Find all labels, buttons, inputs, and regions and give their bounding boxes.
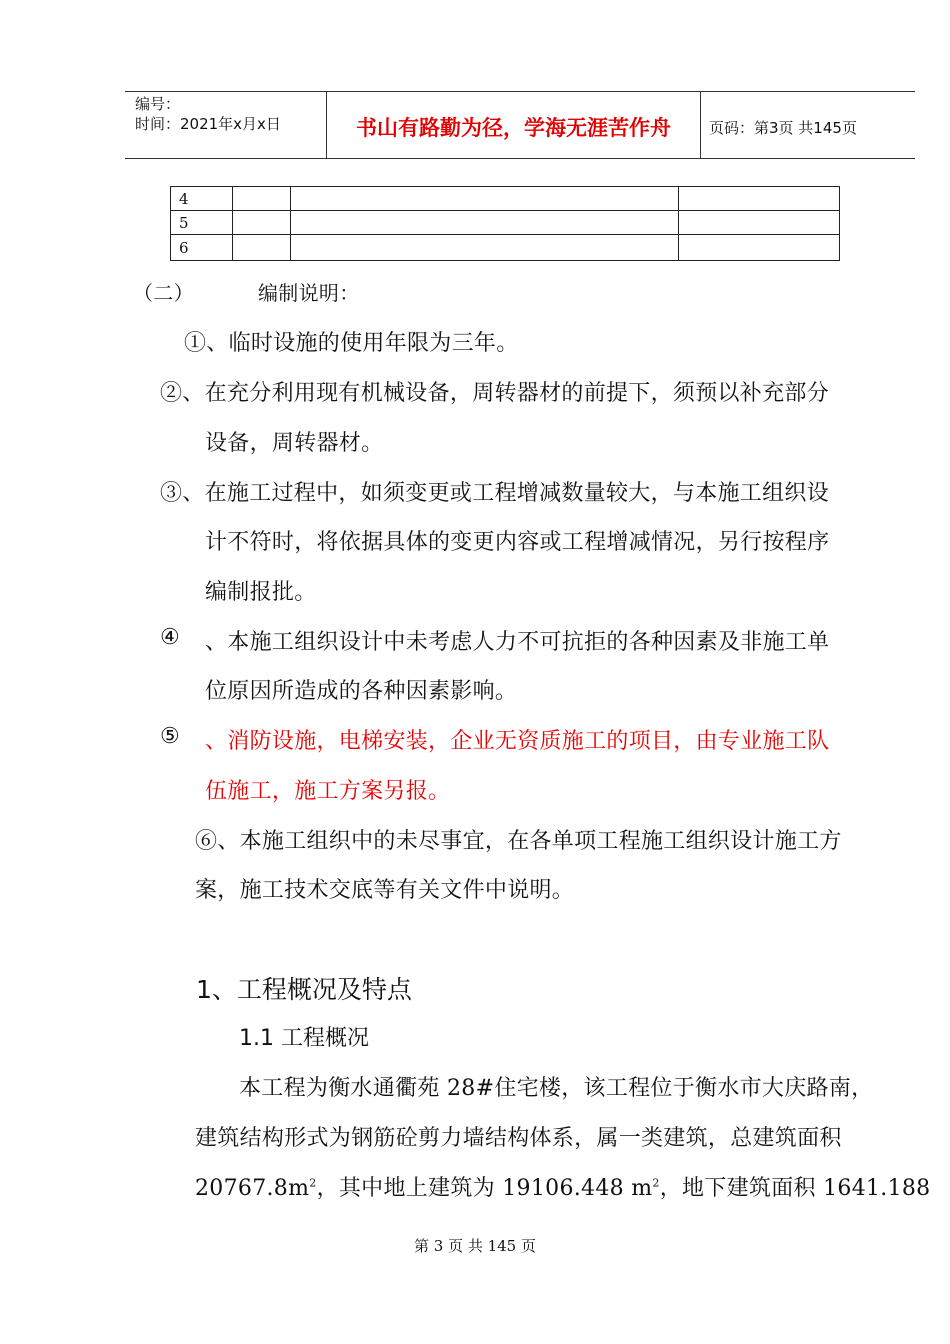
- item-3-line3: 编制报批。: [205, 580, 317, 605]
- table-row: [171, 187, 840, 211]
- item-6-line2: 案，施工技术交底等有关文件中说明。: [195, 878, 575, 903]
- table-cell-num: 4: [171, 187, 233, 211]
- heading-1: 1、工程概况及特点: [196, 975, 412, 1004]
- area-below: ，地下建筑面积 1641.188: [659, 1176, 931, 1201]
- item-1: ①、临时设施的使用年限为三年。: [184, 331, 519, 356]
- table-cell: [233, 235, 291, 261]
- table-row: [171, 211, 840, 235]
- superscript: 2: [652, 1176, 660, 1190]
- area-above: ，其中地上建筑为 19106.448 m: [316, 1176, 653, 1201]
- table-cell: [233, 211, 291, 235]
- item-4-number: ④: [160, 625, 181, 650]
- header-top-rule: [125, 91, 915, 92]
- header-divider-right: [700, 91, 701, 158]
- header-bottom-rule: [125, 158, 915, 159]
- area-total: 20767.8m: [195, 1176, 310, 1201]
- item-5-line2: 伍施工，施工方案另报。: [205, 779, 451, 804]
- page-footer: 第 3 页 共 145 页: [413, 1237, 536, 1255]
- section-label: （二）: [133, 281, 194, 305]
- item-2-line1: ②、在充分利用现有机械设备，周转器材的前提下，须预以补充部分: [160, 381, 830, 406]
- table-cell-num: 6: [171, 235, 233, 261]
- document-time: 时间：2021年x月x日: [135, 115, 281, 133]
- document-number-label: 编号：: [135, 95, 181, 113]
- header-page-info: 页码：第3页 共145页: [709, 119, 857, 137]
- table-cell: [291, 187, 679, 211]
- section-title: 编制说明：: [258, 281, 360, 305]
- body-line-1: 本工程为衡水通衢苑 28#住宅楼，该工程位于衡水市大庆路南，: [239, 1076, 874, 1101]
- table-cell: [679, 235, 840, 261]
- table-row: [171, 235, 840, 261]
- item-3-line2: 计不符时，将依据具体的变更内容或工程增减情况，另行按程序: [205, 530, 830, 555]
- superscript: 2: [309, 1176, 317, 1190]
- item-2-line2: 设备，周转器材。: [205, 431, 384, 456]
- table-cell: [291, 235, 679, 261]
- heading-1-1: 1.1 工程概况: [239, 1026, 369, 1051]
- table-cell: [291, 211, 679, 235]
- table-cell: [679, 187, 840, 211]
- table-cell-num: 5: [171, 211, 233, 235]
- item-5-number: ⑤: [160, 724, 181, 749]
- item-5-line1: 、消防设施，电梯安装，企业无资质施工的项目，由专业施工队: [205, 729, 830, 754]
- item-4-line1: 、本施工组织设计中未考虑人力不可抗拒的各种因素及非施工单: [205, 630, 830, 655]
- item-3-line1: ③、在施工过程中，如须变更或工程增减数量较大，与本施工组织设: [160, 481, 830, 506]
- item-4-line2: 位原因所造成的各种因素影响。: [205, 679, 518, 704]
- data-table: [170, 186, 840, 261]
- body-line-2: 建筑结构形式为钢筋砼剪力墙结构体系，属一类建筑，总建筑面积: [195, 1126, 842, 1151]
- item-6-line1: ⑥、本施工组织中的未尽事宜，在各单项工程施工组织设计施工方: [195, 829, 842, 854]
- body-line-3: [195, 1171, 930, 1202]
- table-cell: [679, 211, 840, 235]
- header-motto: 书山有路勤为径，学海无涯苦作舟: [356, 116, 671, 140]
- table-cell: [233, 187, 291, 211]
